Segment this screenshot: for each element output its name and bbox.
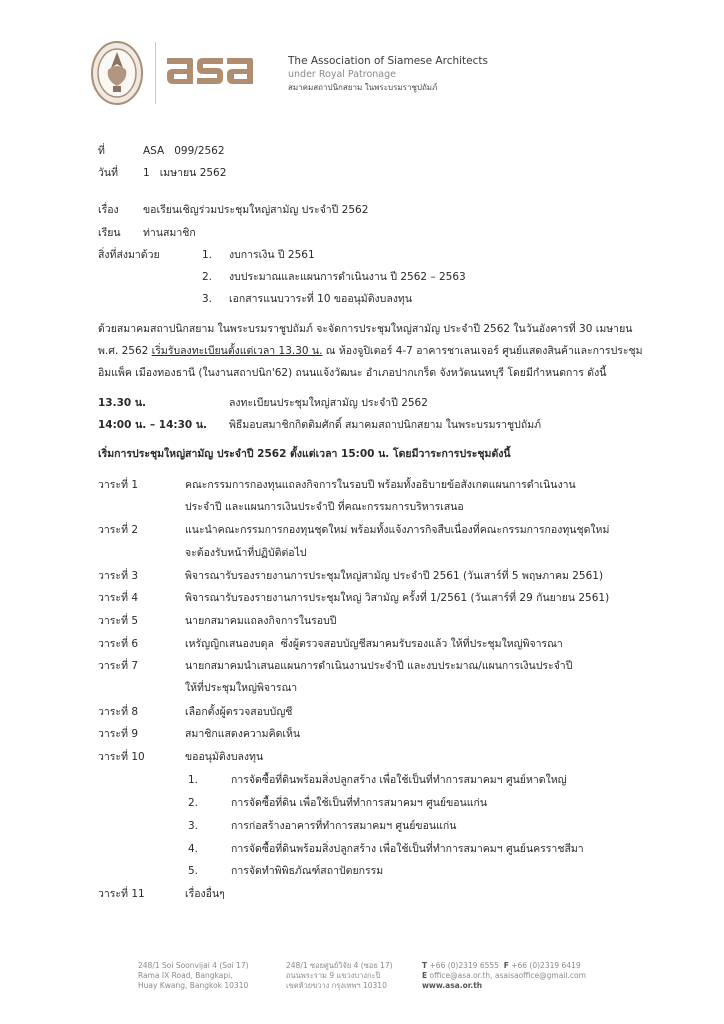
phone-fax-line [422,961,586,971]
tel-label: T [422,961,428,970]
enclosure-text: งบการเงิน ปี 2561 [229,249,315,261]
agenda-label: วาระที่ 11 [98,888,145,900]
agenda-label: วาระที่ 5 [98,615,139,627]
to-value: ท่านสมาชิก [143,227,196,239]
agenda-label: วาระที่ 2 [98,524,139,536]
email-address[interactable]: office@asa.or.th, asaisaoffice@gmail.com [429,971,586,980]
agenda-label: วาระที่ 8 [98,706,139,718]
body-line-2 [98,344,643,358]
address-line: ถนนพระราม 9 แขวงบางกะปิ [286,971,381,980]
ref-label: ที่ [98,145,105,157]
agenda-text: ให้ที่ประชุมใหญ่พิจารณา [185,682,298,694]
agenda-text: ขออนุมัติงบลงทุน [185,751,264,763]
ref-value: ASA 099/2562 [143,145,225,157]
footer-contact [422,961,586,991]
investment-item-text: การจัดทำพิพิธภัณฑ์สถาปัตยกรรม [231,865,384,877]
schedule-desc: พิธีมอบสมาชิกกิตติมศักดิ์ สมาคมสถาปนิกสยาม ในพระบรมราชูปถัมภ์ [229,419,542,431]
body-line-3: อิมแพ็ค เมืองทองธานี (ในงานสถาปนิก'62) ถนนแจ้งวัฒนะ อำเภอปากเกร็ด จังหวัดนนทบุรี โดยมีกำหนดการ ดังนี้ [98,367,607,379]
agenda-text: จะต้องรับหน้าที่ปฏิบัติต่อไป [185,547,307,559]
to-label: เรียน [98,227,121,239]
agenda-text: เรื่องอื่นๆ [185,888,225,900]
website-link[interactable]: www.asa.or.th [422,981,483,990]
agenda-label: วาระที่ 1 [98,479,139,491]
agenda-text: เลือกตั้งผู้ตรวจสอบบัญชี [185,706,293,718]
date-value: 1 เมษายน 2562 [143,167,227,179]
org-subtitle-en: under Royal Patronage [288,69,397,80]
schedule-time: 13.30 น. [98,397,147,409]
agenda-text: นายกสมาคมนำเสนอแผนการดำเนินงานประจำปี และงบประมาณ/แผนการเงินประจำปี [185,660,573,672]
enclosure-num: 2. [202,271,213,283]
email-line [422,971,586,981]
address-line: 248/1 ซอยศูนย์วิจัย 4 (ซอย 17) [286,961,393,970]
footer-address-th [286,961,393,991]
enclosure-num: 3. [202,293,213,305]
agenda-text: ประจำปี และแผนการเงินประจำปี ที่คณะกรรมการบริหารเสนอ [185,501,464,513]
registration-time-note: เริ่มรับลงทะเบียนตั้งแต่เวลา 13.30 น. [151,345,323,357]
investment-item-num: 3. [188,820,199,832]
agenda-label: วาระที่ 10 [98,751,145,763]
investment-item-num: 2. [188,797,199,809]
date-label: วันที่ [98,167,118,179]
header-divider [155,42,156,104]
footer-address-en [138,961,249,991]
agenda-heading: เริ่มการประชุมใหญ่สามัญ ประจำปี 2562 ตั้งแต่เวลา 15:00 น. โดยมีวาระการประชุมดังนี้ [98,448,511,460]
agenda-label: วาระที่ 7 [98,660,139,672]
agenda-label: วาระที่ 9 [98,728,139,740]
agenda-text: พิจารณารับรองรายงานการประชุมใหญ่สามัญ ประจำปี 2561 (วันเสาร์ที่ 5 พฤษภาคม 2561) [185,570,604,582]
tel-number: +66 (0)2319 6555 [429,961,499,970]
body-line-2-pre: พ.ศ. 2562 [98,345,152,357]
investment-item-text: การก่อสร้างอาคารที่ทำการสมาคมฯ ศูนย์ขอนแก่น [231,820,457,832]
enclosure-text: เอกสารแนบวาระที่ 10 ขออนุมัติงบลงทุน [229,293,412,305]
fax-label: F [503,961,509,970]
investment-item-num: 5. [188,865,199,877]
body-line-1: ด้วยสมาคมสถาปนิกสยาม ในพระบรมราชูปถัมภ์ จะจัดการประชุมใหญ่สามัญ ประจำปี 2562 ในวันอังคารที่ 30 เมษายน [98,323,633,335]
agenda-text: พิจารณารับรองรายงานการประชุมใหญ่ วิสามัญ ครั้งที่ 1/2561 (วันเสาร์ที่ 29 กันยายน 2561) [185,592,610,604]
investment-item-text: การจัดซื้อที่ดินพร้อมสิ่งปลูกสร้าง เพื่อใช้เป็นที่ทำการสมาคมฯ ศูนย์หาดใหญ่ [231,774,567,786]
schedule-time: 14:00 น. – 14:30 น. [98,419,208,431]
investment-item-num: 4. [188,843,199,855]
enclosures-label: สิ่งที่ส่งมาด้วย [98,249,160,261]
agenda-text: คณะกรรมการกองทุนแถลงกิจการในรอบปี พร้อมทั้งอธิบายข้อสังเกตแผนการดำเนินงาน [185,479,576,491]
org-name-en: The Association of Siamese Architects [288,55,488,67]
schedule-desc: ลงทะเบียนประชุมใหญ่สามัญ ประจำปี 2562 [229,397,428,409]
investment-item-text: การจัดซื้อที่ดิน เพื่อใช้เป็นที่ทำการสมาคมฯ ศูนย์ขอนแก่น [231,797,488,809]
address-line: 248/1 Soi Soonvijai 4 (Soi 17) [138,961,249,970]
agenda-label: วาระที่ 3 [98,570,139,582]
agenda-label: วาระที่ 4 [98,592,139,604]
email-label: E [422,971,428,980]
body-line-2-post: ณ ห้องจูปิเตอร์ 4-7 อาคารชาเลนเจอร์ ศูนย์แสดงสินค้าและการประชุม [322,345,643,357]
org-name-th: สมาคมสถาปนิกสยาม ในพระบรมราชูปถัมภ์ [288,83,438,92]
agenda-text: เหรัญญิกเสนองบดุล ซึ่งผู้ตรวจสอบบัญชีสมาคมรับรองแล้ว ให้ที่ประชุมใหญ่พิจารณา [185,638,563,650]
agenda-label: วาระที่ 6 [98,638,139,650]
agenda-text: สมาชิกแสดงความคิดเห็น [185,728,301,740]
royal-seal-logo [90,40,144,106]
address-line: เขตห้วยขวาง กรุงเทพฯ 10310 [286,981,387,990]
subject-value: ขอเรียนเชิญร่วมประชุมใหญ่สามัญ ประจำปี 2562 [143,204,369,216]
asa-logo [165,54,253,88]
subject-label: เรื่อง [98,204,119,216]
agenda-text: นายกสมาคมแถลงกิจการในรอบปี [185,615,337,627]
address-line: Huay Kwang, Bangkok 10310 [138,981,249,990]
address-line: Rama IX Road, Bangkapi, [138,971,233,980]
enclosure-text: งบประมาณและแผนการดำเนินงาน ปี 2562 – 2563 [229,271,466,283]
investment-item-num: 1. [188,774,199,786]
enclosure-num: 1. [202,249,213,261]
fax-number: +66 (0)2319 6419 [511,961,581,970]
investment-item-text: การจัดซื้อที่ดินพร้อมสิ่งปลูกสร้าง เพื่อใช้เป็นที่ทำการสมาคมฯ ศูนย์นครราชสีมา [231,843,584,855]
agenda-text: แนะนำคณะกรรมการกองทุนชุดใหม่ พร้อมทั้งแจ้งภารกิจสืบเนื่องที่คณะกรรมการกองทุนชุดใหม่ [185,524,610,536]
